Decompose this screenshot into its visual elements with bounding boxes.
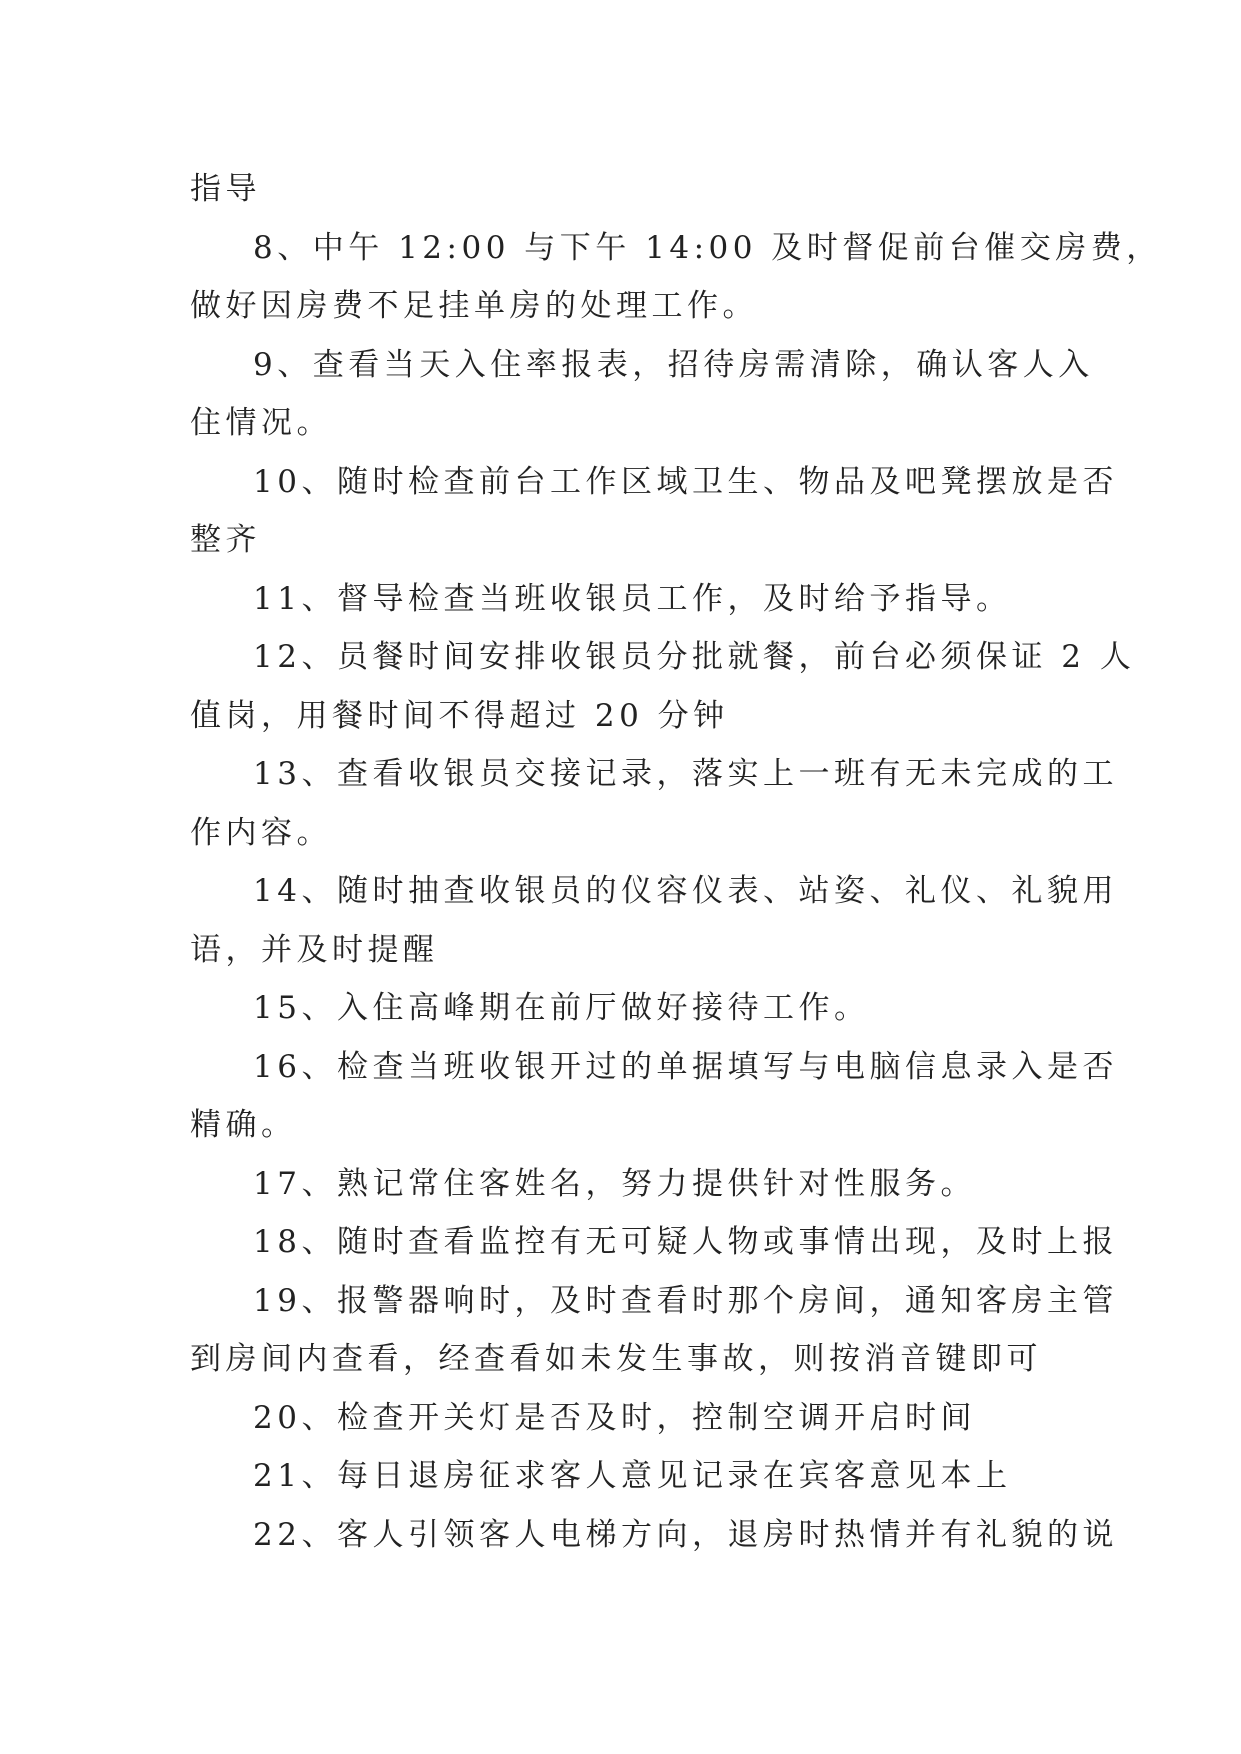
text-line: 16、检查当班收银开过的单据填写与电脑信息录入是否 [253,1048,1118,1085]
text-line: 到房间内查看，经查看如未发生事故，则按消音键即可 [190,1341,1042,1377]
text-line: 住情况。 [190,405,332,441]
text-line: 19、报警器响时，及时查看时那个房间，通知客房主管 [253,1282,1118,1319]
text-line: 10、随时检查前台工作区域卫生、物品及吧凳摆放是否 [253,463,1118,500]
text-line: 13、查看收银员交接记录，落实上一班有无未完成的工 [253,756,1118,792]
text-line: 整齐 [190,522,261,558]
text-line: 语，并及时提醒 [190,931,439,968]
text-line: 22、客人引领客人电梯方向，退房时热情并有礼貌的说 [253,1516,1118,1553]
text-line: 15、入住高峰期在前厅做好接待工作。 [253,990,870,1026]
text-line: 14、随时抽查收银员的仪容仪表、站姿、礼仪、礼貌用 [253,873,1118,909]
text-line: 21、每日退房征求客人意见记录在宾客意见本上 [253,1458,1012,1494]
document-body [190,160,1162,1564]
text-line: 做好因房费不足挂单房的处理工作。 [190,288,758,324]
text-line: 作内容。 [190,814,332,851]
text-line: 18、随时查看监控有无可疑人物或事情出现，及时上报 [253,1224,1118,1260]
text-line: 12、员餐时间安排收银员分批就餐，前台必须保证 2 人 [253,639,1136,675]
text-line: 17、熟记常住客姓名，努力提供针对性服务。 [253,1165,976,1202]
text-line: 11、督导检查当班收银员工作，及时给予指导。 [253,580,1012,617]
text-line: 8、中午 12:00 与下午 14:00 及时督促前台催交房费， [253,229,1162,266]
text-line: 指导 [190,171,261,207]
text-line: 精确。 [190,1107,297,1143]
text-line: 值岗，用餐时间不得超过 20 分钟 [190,697,729,734]
text-line: 9、查看当天入住率报表，招待房需清除，确认客人入 [253,346,1094,383]
text-line: 20、检查开关灯是否及时，控制空调开启时间 [253,1399,976,1436]
